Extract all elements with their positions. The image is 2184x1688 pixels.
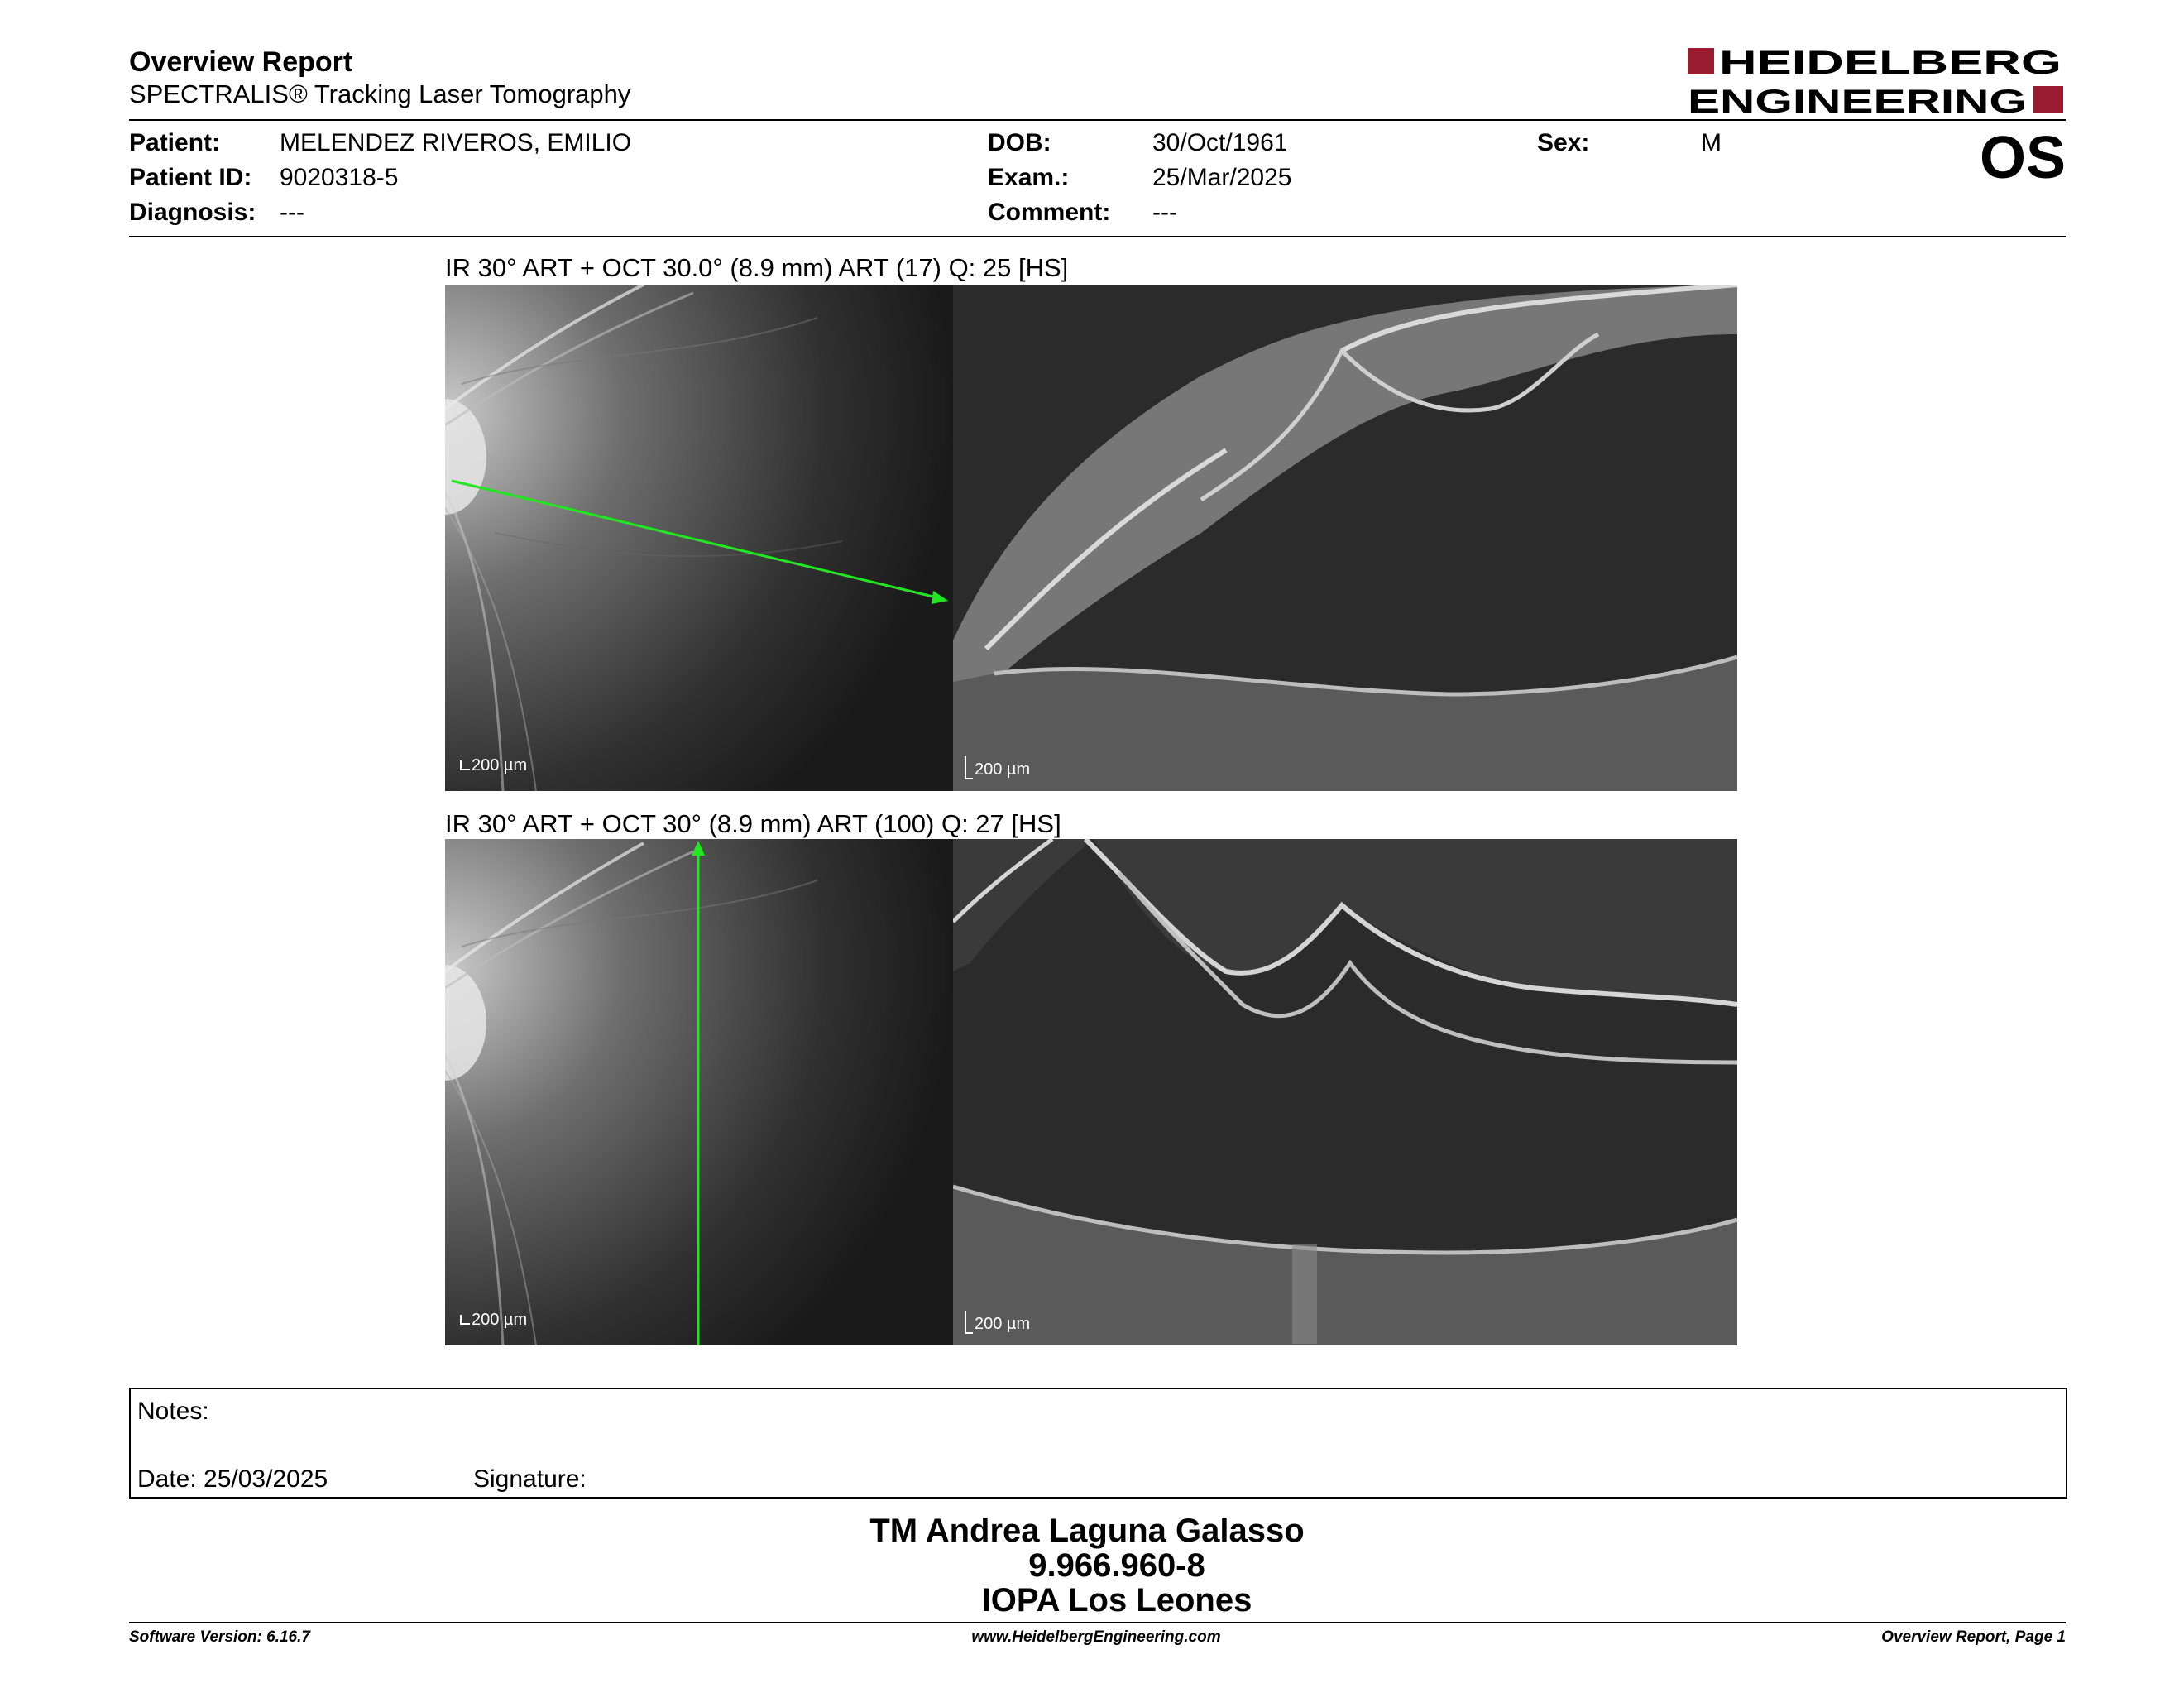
exam-label: Exam.:: [988, 164, 1070, 191]
notes-date: Date: 25/03/2025: [137, 1465, 328, 1493]
scan-1-oct-image: [953, 285, 1737, 791]
patient-label: Patient:: [129, 129, 221, 156]
patient-id-label: Patient ID:: [129, 164, 252, 191]
diagnosis-label: Diagnosis:: [129, 199, 256, 226]
logo-line-2: ENGINEERING: [1688, 84, 2027, 116]
scan-2-ir-scale: 200 µm: [460, 1311, 527, 1330]
exam-date: 25/Mar/2025: [1152, 164, 1292, 191]
eye-indicator: OS: [1979, 125, 2066, 191]
scan-2-oct-image: [953, 839, 1737, 1345]
logo-line-1: HEIDELBERG: [1719, 46, 2062, 81]
heidelberg-logo: [1686, 46, 2065, 116]
scan-1-label: IR 30° ART + OCT 30.0° (8.9 mm) ART (17) Q: 25 [HS]: [445, 253, 1069, 282]
comment-value: ---: [1152, 199, 1177, 226]
technician-name: TM Andrea Laguna Galasso: [869, 1513, 1305, 1549]
scan-1-oct-scale: 200 µm: [965, 756, 1030, 779]
scan-2-label: IR 30° ART + OCT 30° (8.9 mm) ART (100) Q: 27 [HS]: [445, 809, 1061, 838]
footer-divider: [129, 1622, 2066, 1623]
dob-label: DOB:: [988, 129, 1051, 156]
sex-value: M: [1701, 129, 1722, 156]
scan-1-scan-line: [445, 285, 953, 791]
header-divider: [129, 119, 2066, 121]
institution-name: IOPA Los Leones: [981, 1582, 1252, 1618]
scan-2-oct-scale: 200 µm: [965, 1311, 1030, 1334]
dob-value: 30/Oct/1961: [1152, 129, 1288, 156]
report-subtitle: SPECTRALIS® Tracking Laser Tomography: [129, 79, 631, 108]
website-link[interactable]: www.HeidelbergEngineering.com: [971, 1628, 1221, 1646]
comment-label: Comment:: [988, 199, 1111, 226]
patient-name: MELENDEZ RIVEROS, EMILIO: [280, 129, 632, 156]
patient-id: 9020318-5: [280, 164, 399, 191]
software-version: Software Version: 6.16.7: [129, 1628, 310, 1646]
scan-1-ir-scale: 200 µm: [460, 756, 527, 775]
info-divider: [129, 236, 2066, 237]
notes-label: Notes:: [137, 1398, 209, 1425]
scan-2-scan-line: [445, 839, 953, 1345]
technician-id: 9.966.960-8: [1028, 1547, 1205, 1584]
sex-label: Sex:: [1537, 129, 1590, 156]
page-indicator: Overview Report, Page 1: [1881, 1628, 2066, 1646]
report-title: Overview Report: [129, 46, 353, 78]
signature-label: Signature:: [473, 1465, 587, 1493]
diagnosis-value: ---: [280, 199, 304, 226]
notes-box: [129, 1388, 2067, 1499]
